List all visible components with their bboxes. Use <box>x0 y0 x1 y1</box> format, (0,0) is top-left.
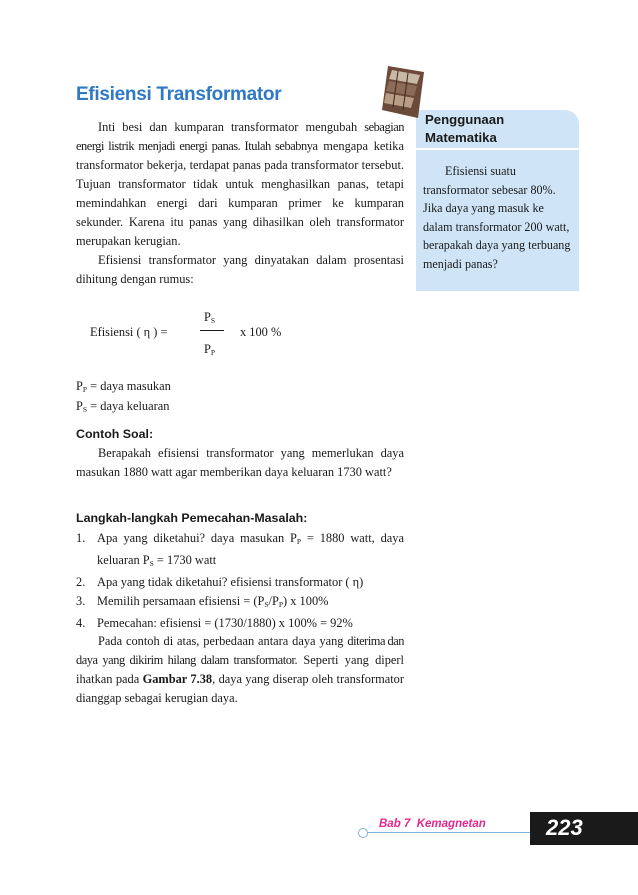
footer-circle <box>358 828 368 838</box>
sidebar-text: Efisiensi suatu transformator sebesar 80%. Jika daya yang masuk ke dalam transformator 200 watt, berapakah daya yang terbuang menjadi panas? <box>423 164 571 271</box>
symbol-definitions <box>76 378 171 418</box>
step-4: 4. Pemecahan: efisiensi = (1730/1880) x 100% = 92% <box>76 616 353 630</box>
steps-list <box>76 529 404 633</box>
steps-heading: Langkah-langkah Pemecahan-Masalah: <box>76 511 308 525</box>
step-3: 3. Memilih persamaan efisiensi = $(P_S/P_P)$ x 100% <box>76 594 329 609</box>
section-title: Efisiensi Transformator <box>76 84 282 105</box>
definition-input: $P_P$ = daya masukan <box>76 379 171 394</box>
example-text: Berapakah efisiensi transformator yang memerlukan daya masukan 1880 watt agar memberikan daya keluaran 1730 watt? <box>76 446 404 479</box>
sidebar-heading: Penggunaan Matematika <box>425 112 505 145</box>
keyboard-photo-icon <box>380 62 426 120</box>
definition-output: $P_S$ = daya keluaran <box>76 399 170 414</box>
page-number-block <box>530 812 638 845</box>
sidebar-body <box>416 150 579 291</box>
intro-paragraph-2: Efisiensi transformator yang dinyatakan dalam prosentasi dihitung dengan rumus: <box>76 253 404 286</box>
intro-text <box>76 118 404 289</box>
formula-multiplier: x 100 % <box>240 325 282 339</box>
formula-numerator: $P_S$ <box>204 310 216 325</box>
formula-lhs: Efisiensi ( η ) = <box>90 325 168 339</box>
step-1: 1. Apa yang diketahui? daya masukan $P_P = 1880$ watt, daya keluaran $P_S = 1730$ watt <box>76 531 404 568</box>
closing-text: Pada contoh di atas, perbedaan antara daya yang diterima dan daya yang dikirim hilang dalam transformator. Seperti yang diperl ihatkan pada Gambar 7.38, daya yang diserap oleh transformator dianggap sebagai kerugian daya. <box>76 634 404 705</box>
step-2: 2. Apa yang tidak diketahui? efisiensi transformator ( η) <box>76 575 364 589</box>
fraction-bar <box>200 330 224 331</box>
intro-paragraph-1: Inti besi dan kumparan transformator mengubah sebagian energi listrik menjadi energi panas. Itulah sebabnya mengapa ketika transformator bekerja, terdapat panas pada transformator tersebut. Tujuan transformator tidak untuk menghasilkan panas, tetapi memindahkan energi dari kumparan primer ke kumparan sekunder. Karena itu panas yang dihasilkan oleh transformator merupakan kerugian. <box>76 120 404 248</box>
footer-rule <box>364 832 530 833</box>
footer-chapter: Bab 7 Kemagnetan <box>379 818 486 830</box>
sidebar-header <box>416 110 579 148</box>
example-heading: Contoh Soal: <box>76 427 154 441</box>
formula-denominator: $P_P$ <box>204 342 216 357</box>
page-number: 223 <box>546 815 583 840</box>
efficiency-formula <box>90 310 320 366</box>
